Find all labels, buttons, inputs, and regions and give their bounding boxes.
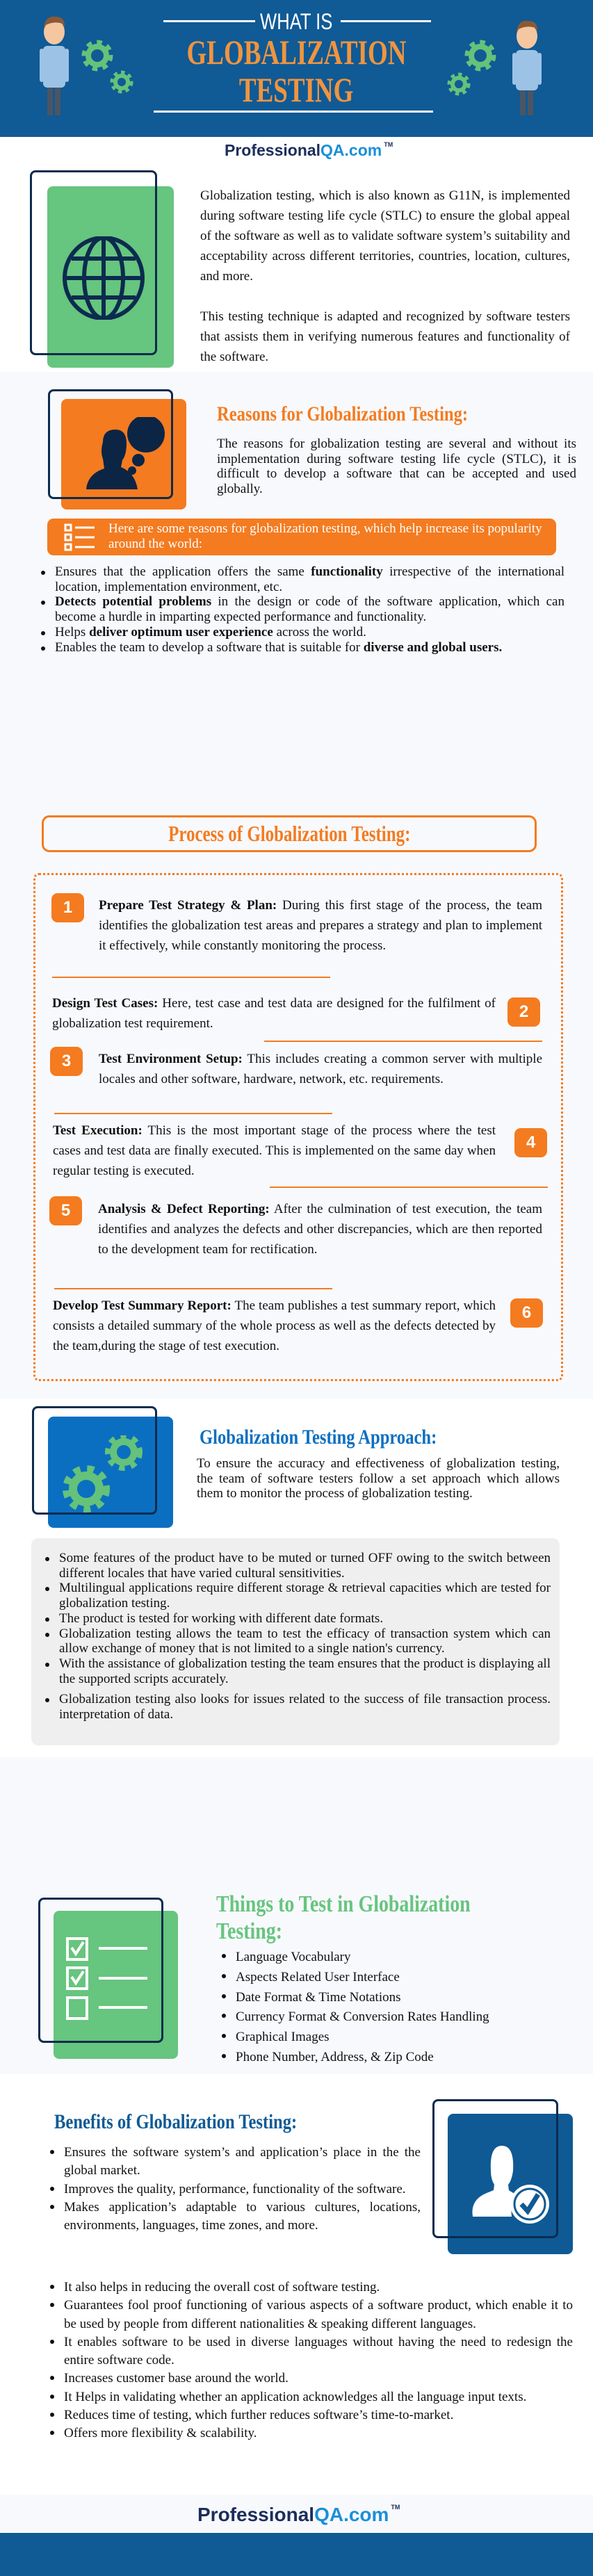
person-left-illustration	[36, 13, 140, 117]
step-divider	[270, 1187, 548, 1188]
logo-text-qa: QA.com	[320, 141, 382, 159]
intro-paragraph-2: This testing technique is adapted and recognized by software testers that assists them in verifying numerous features and functionality of the software.	[200, 309, 570, 364]
item-text: Ensures that the application offers the same	[55, 564, 311, 579]
reasons-list	[55, 564, 564, 655]
title-line1-text: GLOBALIZATION	[186, 33, 407, 72]
item-text: Enables the team to develop a software that is suitable for	[55, 639, 364, 655]
benefits-list-item: Guarantees fool proof functioning of various aspects of a software product, which enable it to be used by people from different nationalities & speaking different languages.	[64, 2297, 573, 2333]
item-bold-text: diverse and global users.	[363, 639, 503, 655]
item-bold-text: deliver optimum user experience	[89, 624, 273, 639]
step-1-text	[99, 895, 542, 956]
approach-list-item: Globalization testing allows the team to test the efficacy of transaction system which can allow exchange of money that is not limited to a single nation's currency.	[59, 1626, 551, 1656]
step-badge-4: 4	[514, 1128, 547, 1157]
step-2-text	[52, 993, 496, 1034]
things-list	[236, 1948, 569, 2068]
reasons-paragraph: The reasons for globalization testing are several and without its implementation during software testing life cycle (STLC), it is difficult to develop a software that can be accepted and used globally.	[217, 437, 576, 496]
step-title: Test Environment Setup:	[99, 1052, 243, 1066]
verified-user-icon	[470, 2144, 553, 2228]
logo-tm: TM	[391, 2504, 400, 2511]
logo-tm: TM	[384, 141, 393, 148]
reasons-heading: Reasons for Globalization Testing:	[217, 402, 469, 425]
things-list-item: Phone Number, Address, & Zip Code	[236, 2048, 569, 2068]
benefits-list-item: Improves the quality, performance, functionality of the software.	[64, 2180, 421, 2199]
step-divider	[264, 1041, 542, 1042]
step-badge-6: 6	[510, 1298, 543, 1328]
approach-list-item: Globalization testing also looks for issues related to the success of file transaction process. interpretation of data.	[59, 1692, 551, 1722]
approach-list-item: Multilingual applications require different storage & retrieval capacities which are tested for globalization testing.	[59, 1581, 551, 1611]
benefits-list-top	[64, 2144, 421, 2235]
things-list-item: Aspects Related User Interface	[236, 1968, 569, 1988]
logo-text-professional: Professional	[197, 2504, 315, 2525]
checklist-icon	[65, 1937, 150, 2021]
benefits-list-item: Ensures the software system’s and application’s place in the the global market.	[64, 2144, 421, 2180]
intro-paragraph-1: Globalization testing, which is also known as G11N, is implemented during software testing life cycle (STLC) to ensure the global appeal of the software as well as to validate software system’s suitability and acceptability across different territories, countries, location, cultures, and more.	[200, 188, 570, 284]
benefits-list-item: It enables software to be used in diverse languages without having the need to redesign the entire software code.	[64, 2333, 573, 2370]
benefits-list-item: Increases customer base around the world.	[64, 2370, 573, 2388]
approach-heading: Globalization Testing Approach:	[200, 1426, 437, 1449]
logo-text-qa: QA.com	[314, 2504, 389, 2525]
approach-list-item: The product is tested for working with different date formats.	[59, 1611, 551, 1627]
things-list-item: Date Format & Time Notations	[236, 1988, 569, 2008]
reasons-list-item	[55, 594, 564, 624]
step-badge-1: 1	[51, 893, 84, 922]
item-bold-text: Detects potential problems	[55, 594, 212, 610]
step-description: The team publishes a test summary report, which consists a detailed summary of the whole process as well as the defects detected by the team,during the stage of test execution.	[53, 1298, 496, 1353]
step-description: Here, test case and test data are designed for the fulfilment of globalization test requirement.	[52, 996, 496, 1031]
benefits-list-item: Makes application’s adaptable to various cultures, locations, environments, languages, time zones, and more.	[64, 2199, 421, 2235]
globe-icon	[62, 236, 145, 320]
step-divider	[54, 1113, 332, 1114]
things-list-item: Graphical Images	[236, 2028, 569, 2048]
item-text: across the world.	[273, 624, 366, 639]
item-bold-text: functionality	[311, 564, 383, 579]
step-divider	[54, 1288, 332, 1289]
benefits-heading: Benefits of Globalization Testing:	[54, 2110, 298, 2133]
step-5-text	[98, 1199, 542, 1260]
step-description: After the culmination of test execution, the team identifies and analyzes the defects and other discrepancies, which are then reported to the development team for rectification.	[98, 1202, 543, 1257]
things-heading-line2: Testing:	[216, 1918, 283, 1944]
approach-list-item: With the assistance of globalization testing the team ensures that the product is displaying all the supported scripts accurately.	[59, 1656, 551, 1686]
item-text: irrespective of the international location, implementation environment, etc.	[55, 564, 564, 594]
approach-paragraph: To ensure the accuracy and effectiveness of globalization testing, the team of software testers follow a set approach which allows them to monitor the process of globalization testing.	[197, 1456, 560, 1501]
footer-professionalqa-logo	[197, 2504, 400, 2526]
title-pre-text: WHAT IS	[260, 9, 333, 34]
things-list-item: Language Vocabulary	[236, 1948, 569, 1968]
step-badge-3: 3	[50, 1047, 83, 1076]
step-description: This is the most important stage of the process where the test cases and test data are finally executed. This is implemented on the same day when regular testing is executed.	[53, 1123, 496, 1178]
title-rule-bottom	[154, 111, 433, 113]
list-icon	[64, 523, 96, 551]
step-divider	[52, 977, 330, 978]
benefits-list-bottom	[64, 2279, 573, 2443]
item-text: Helps	[55, 624, 90, 639]
gears-icon	[56, 1435, 153, 1519]
title-line2-text: TESTING	[239, 70, 354, 109]
professionalqa-logo	[225, 141, 393, 160]
step-3-text	[99, 1049, 542, 1089]
step-description: This includes creating a common server with multiple locales and other software, hardware, network, etc. requirements.	[99, 1052, 542, 1086]
reasons-list-item	[55, 625, 564, 640]
process-heading-box	[42, 815, 537, 852]
process-heading: Process of Globalization Testing:	[168, 821, 411, 846]
step-4-text	[53, 1120, 496, 1181]
things-list-item: Currency Format & Conversion Rates Handling	[236, 2007, 569, 2028]
person-right-illustration	[442, 13, 546, 117]
reasons-list-item	[55, 640, 564, 655]
step-title: Test Execution:	[53, 1123, 143, 1138]
reasons-list-item	[55, 564, 564, 594]
step-title: Develop Test Summary Report:	[53, 1298, 231, 1313]
step-title: Analysis & Defect Reporting:	[98, 1202, 270, 1216]
step-badge-5: 5	[49, 1196, 82, 1225]
things-heading-line1: Things to Test in Globalization	[216, 1891, 471, 1917]
step-title: Prepare Test Strategy & Plan:	[99, 898, 277, 913]
benefits-list-item: It also helps in reducing the overall cost of software testing.	[64, 2279, 573, 2297]
step-badge-2: 2	[507, 997, 540, 1027]
things-heading	[216, 1891, 471, 1945]
benefits-list-item: Offers more flexibility & scalability.	[64, 2424, 573, 2443]
item-text: in the design or code of the software application, which can become a hurdle in imparting expected performance and functionality.	[55, 594, 564, 625]
step-title: Design Test Cases:	[52, 996, 159, 1011]
benefits-list-item: It Helps in validating whether an application acknowledges all the language input texts.	[64, 2388, 573, 2406]
benefits-list-item: Reduces time of testing, which further reduces software’s time-to-market.	[64, 2406, 573, 2424]
thinking-person-icon	[86, 417, 170, 494]
approach-list-item: Some features of the product have to be muted or turned OFF owing to the switch between different locales that have varied cultural sensitivities.	[59, 1551, 551, 1581]
reasons-banner-text: Here are some reasons for globalization testing, which help increase its popularity around the world:	[108, 521, 542, 551]
step-6-text	[53, 1296, 496, 1356]
footer-bar	[0, 2533, 593, 2576]
approach-list	[59, 1551, 551, 1722]
logo-text-professional: Professional	[225, 141, 321, 159]
step-description: During this first stage of the process, the team identifies the globalization test areas and prepares a strategy and plan to implement it effectively, while constantly monitoring the process.	[99, 898, 542, 953]
